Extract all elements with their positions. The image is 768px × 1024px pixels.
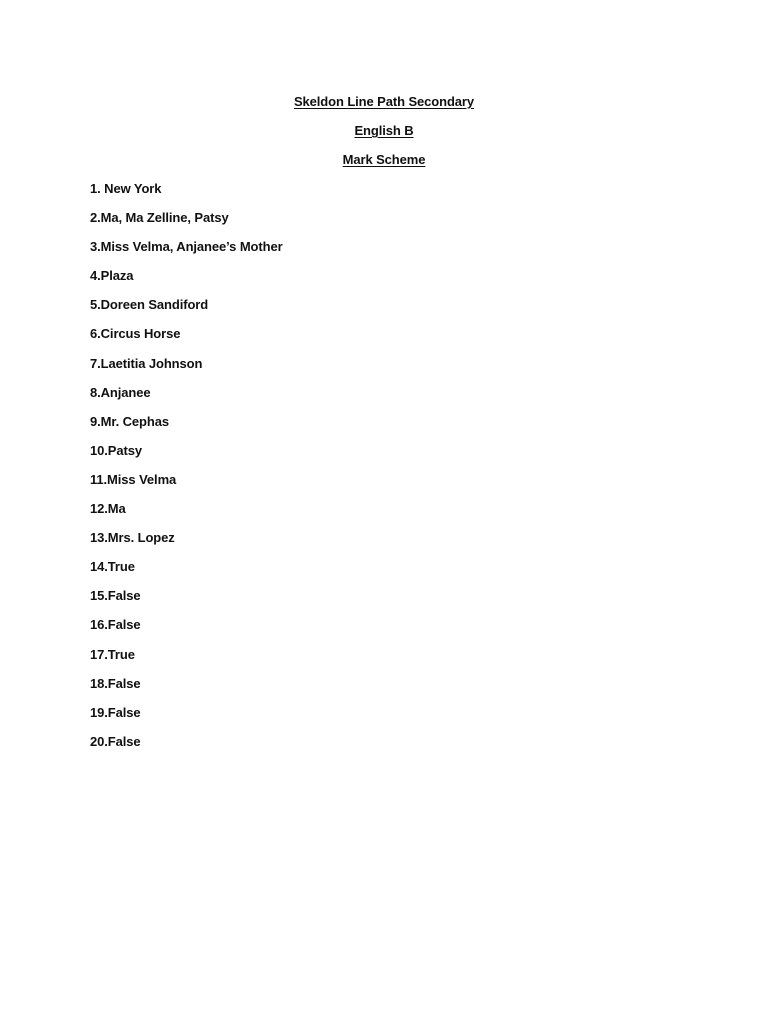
answer-item-14: 14.True <box>90 559 135 575</box>
answer-item-1: 1. New York <box>90 181 162 196</box>
answer-item-19: 19.False <box>90 704 141 720</box>
answer-item-17: 17.True <box>90 646 135 662</box>
answer-item-4: 4.Plaza <box>90 268 134 284</box>
answer-item-10: 10.Patsy <box>90 442 142 458</box>
school-name-heading: Skeldon Line Path Secondary <box>293 94 475 109</box>
answer-item-11: 11.Miss Velma <box>90 471 177 487</box>
mark-scheme-heading: Mark Scheme <box>342 152 426 167</box>
subject-heading: English B <box>354 123 414 138</box>
answer-item-8: 8.Anjanee <box>90 384 151 400</box>
answer-item-13: 13.Mrs. Lopez <box>90 530 175 546</box>
answer-item-9: 9.Mr. Cephas <box>90 413 169 429</box>
answer-item-12: 12.Ma <box>90 501 126 517</box>
answer-item-6: 6.Circus Horse <box>90 326 181 342</box>
answer-list <box>90 181 283 763</box>
answer-item-2: 2.Ma, Ma Zelline, Patsy <box>90 210 229 226</box>
answer-item-7: 7.Laetitia Johnson <box>90 355 203 371</box>
answer-item-16: 16.False <box>90 617 141 633</box>
answer-item-3: 3.Miss Velma, Anjanee’s Mother <box>90 239 283 255</box>
answer-item-18: 18.False <box>90 675 141 691</box>
answer-item-20: 20.False <box>90 733 141 749</box>
answer-item-15: 15.False <box>90 588 141 604</box>
answer-item-5: 5.Doreen Sandiford <box>90 297 209 313</box>
